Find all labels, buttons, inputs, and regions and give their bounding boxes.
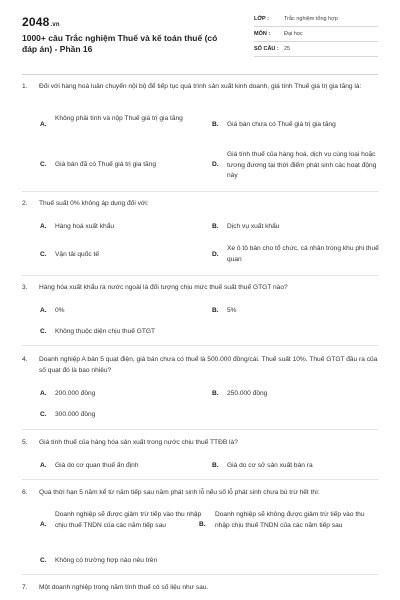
option-text: Doanh nghiệp sẽ không được giảm trừ tiếp vào thu nhập chịu thuế TNDN của các năm tiếp sau: [215, 511, 365, 529]
option-letter: B.: [212, 390, 219, 397]
meta-count-value: 25: [284, 46, 291, 52]
question-number: 7.: [22, 584, 28, 591]
option-letter: B.: [212, 462, 219, 469]
option-letter: C.: [40, 251, 47, 258]
option-letter: B.: [199, 521, 206, 528]
option-text: 0%: [55, 307, 65, 314]
option-letter: B.: [212, 121, 219, 128]
question-stem: Quá thời hạn 5 năm kể từ năm tiếp sau năm phát sinh lỗ nếu số lỗ phát sinh chưa bù trừ hết thì:: [39, 489, 320, 496]
meta-divider: [254, 26, 378, 27]
document-title: 1000+ câu Trắc nghiệm Thuế và kế toán thuế (có đáp án) - Phần 16: [22, 33, 218, 54]
question-number: 6.: [22, 489, 28, 496]
question-divider: [22, 574, 378, 575]
option-letter: A.: [40, 223, 47, 230]
question-stem: Đối với hàng hoá luân chuyển nội bộ để tiếp tục quá trình sản xuất kinh doanh, giá tính Thuế giá trị gia tăng là:: [39, 83, 362, 90]
option-letter: B.: [212, 223, 219, 230]
option-letter: C.: [40, 557, 47, 564]
option-text: Không phải tính và nộp Thuế giá trị gia tăng: [55, 115, 183, 122]
option-text: Doanh nghiệp sẽ được giảm trừ tiếp vào thu nhập chịu thuế TNDN của các năm tiếp sau: [55, 511, 202, 529]
option-letter: C.: [40, 411, 47, 418]
option-text: Giá bán chưa có Thuế giá trị gia tăng: [227, 121, 336, 128]
question-number: 3.: [22, 284, 28, 291]
meta-count-label: SỐ CÂU :: [254, 46, 279, 52]
option-text: 300.000 đồng: [55, 411, 96, 418]
question-divider: [22, 275, 378, 276]
option-text: Vận tải quốc tế: [55, 251, 99, 258]
logo-main: 2048: [22, 15, 50, 29]
document-header: [0, 0, 400, 72]
meta-divider: [254, 41, 378, 42]
option-text: Giá do cơ sở sản xuất bán ra: [227, 462, 313, 469]
option-text: Xe ô tô bán cho tổ chức, cá nhân trong khu phi thuế quan: [227, 245, 379, 263]
option-text: Không có trường hợp nào nêu trên: [55, 557, 158, 564]
meta-divider: [254, 56, 378, 57]
option-letter: A.: [40, 121, 47, 128]
question-divider: [22, 429, 378, 430]
option-letter: A.: [40, 521, 47, 528]
question-stem: Giá tính thuế của hàng hóa sản xuất trong nước chịu thuế TTĐB là?: [39, 439, 238, 446]
option-text: Dịch vụ xuất khẩu: [227, 223, 280, 230]
option-letter: B.: [212, 307, 219, 314]
option-text: 5%: [227, 307, 237, 314]
option-text: Không thuộc diện chịu thuế GTGT: [55, 328, 156, 335]
option-letter: C.: [40, 328, 47, 335]
meta-subject-label: MÔN :: [254, 31, 271, 37]
option-text: Giá tính thuế của hàng hoá, dịch vụ cùng loại hoặc tương đương tại thời điểm phát sinh các hoạt động này: [227, 151, 377, 179]
option-text: Giá do cơ quan thuế ấn định: [55, 462, 139, 469]
question-divider: [22, 191, 378, 192]
question-stem: Thuế suất 0% không áp dụng đối với:: [39, 200, 149, 207]
option-letter: A.: [40, 390, 47, 397]
question-number: 2.: [22, 200, 28, 207]
option-letter: D.: [212, 161, 219, 168]
question-divider: [22, 345, 378, 346]
site-logo[interactable]: [22, 15, 60, 29]
meta-class-value: Trắc nghiệm tổng hợp: [284, 16, 338, 22]
option-letter: A.: [40, 462, 47, 469]
option-text: Giá bán đã có Thuế giá trị gia tăng: [55, 161, 157, 168]
option-letter: D.: [212, 251, 219, 258]
header-divider: [22, 74, 378, 75]
option-letter: A.: [40, 307, 47, 314]
question-stem: Một doanh nghiệp trong năm tính thuế có số liệu như sau.: [39, 584, 209, 591]
logo-tld: .vn: [50, 22, 60, 28]
question-number: 1.: [22, 83, 28, 90]
question-number: 5.: [22, 439, 28, 446]
option-text: 200.000 đồng: [55, 390, 96, 397]
question-stem: Hàng hóa xuất khẩu ra nước ngoài là đối tượng chịu mức thuế suất thuế GTGT nào?: [39, 284, 288, 291]
meta-subject-value: Đại học: [284, 31, 303, 37]
question-divider: [22, 479, 378, 480]
question-number: 4.: [22, 356, 28, 363]
option-letter: C.: [40, 161, 47, 168]
option-text: Hàng hoá xuất khẩu: [55, 223, 115, 230]
meta-class-label: LỚP :: [254, 16, 269, 22]
option-text: 250.000 đồng: [227, 390, 268, 397]
question-stem: Doanh nghiệp A bán 5 quạt điện, giá bán chưa có thuế là 500.000 đồng/cái. Thuế suất 10%. Thuế GTGT đầu ra của số quạt đó là bao nhiêu?: [39, 356, 378, 374]
